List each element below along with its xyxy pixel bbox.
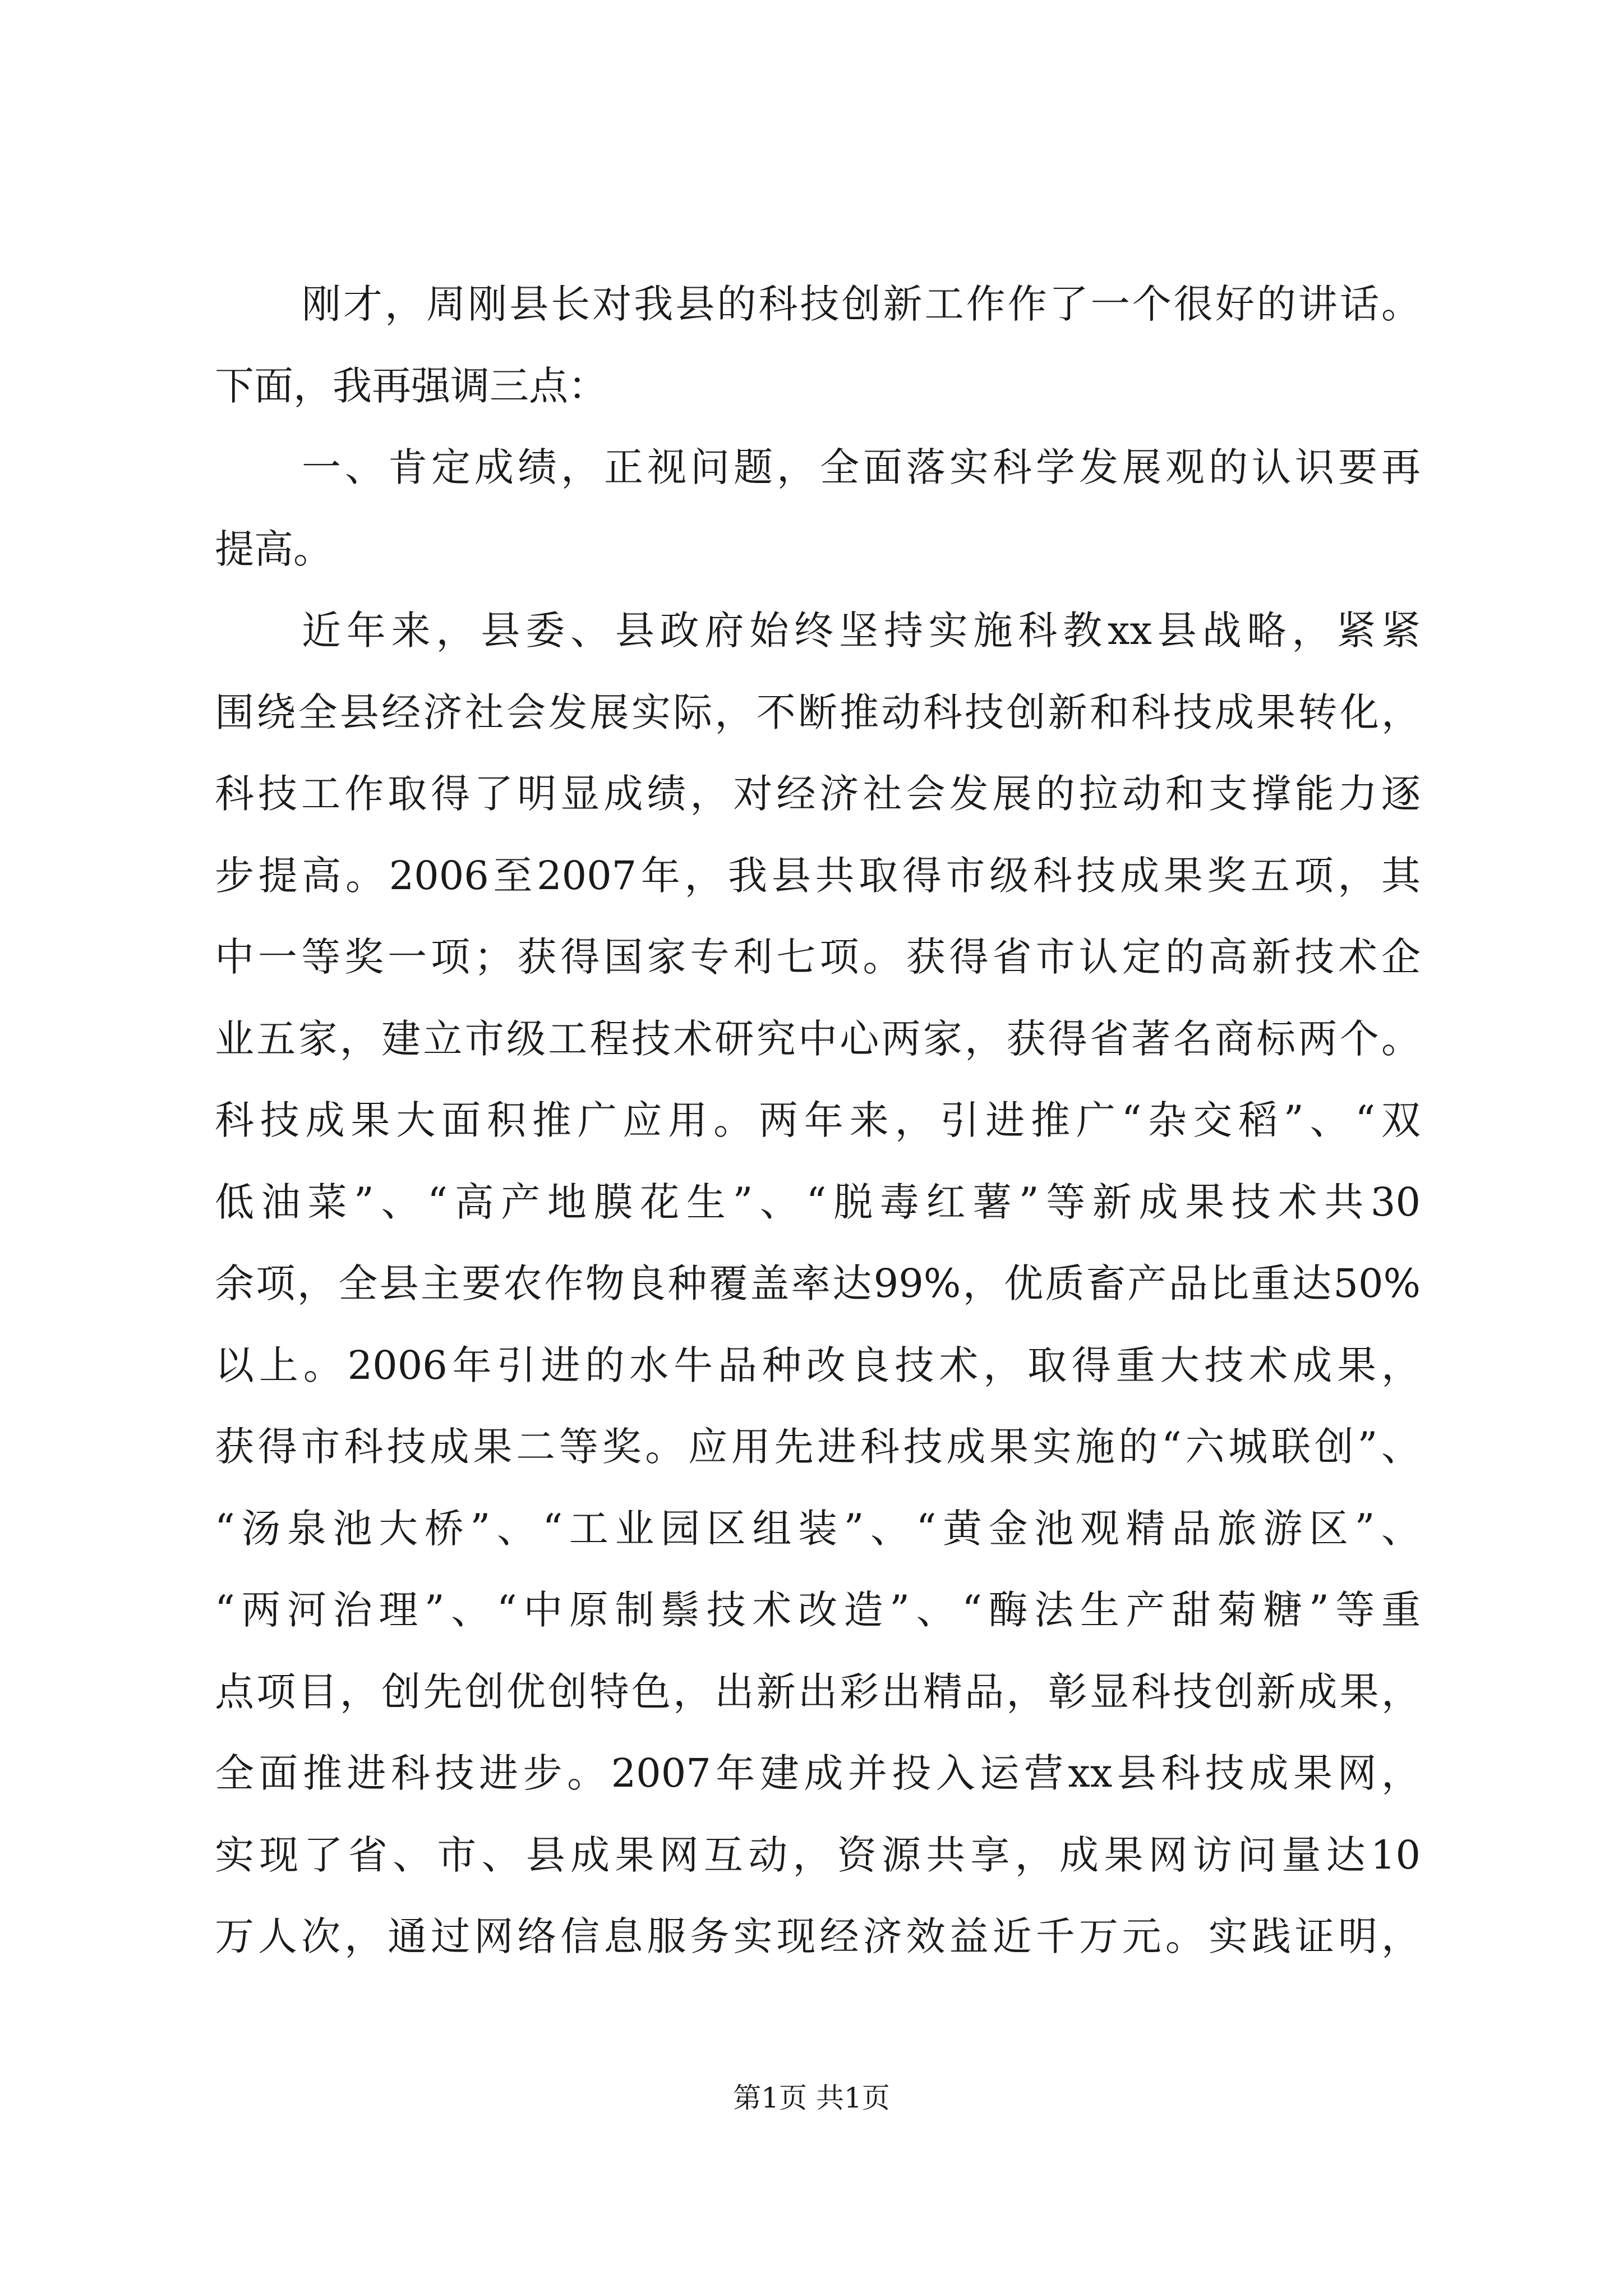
paragraph-1-line-2: 下面，我再强调三点： [215,362,607,409]
paragraph-3-line-7: 科技成果大面积推广应用。两年来，引进推广“杂交稻”、“双 [215,1097,1421,1143]
section-heading-line-2: 提高。 [215,526,333,572]
section-heading-line-1: 一、肯定成绩，正视问题，全面落实科学发展观的认识要再 [302,444,1421,490]
paragraph-3-line-14: 点项目，创先创优创特色，出新出彩出精品，彰显科技创新成果， [215,1668,1421,1715]
paragraph-3-line-15: 全面推进科技进步。2007年建成并投入运营xx县科技成果网， [215,1750,1421,1796]
paragraph-3-line-11: 获得市科技成果二等奖。应用先进科技成果实施的“六城联创”、 [215,1424,1421,1470]
paragraph-3-line-12: “汤泉池大桥”、“工业园区组装”、“黄金池观精品旅游区”、 [215,1505,1421,1552]
paragraph-3-line-1: 近年来，县委、县政府始终坚持实施科教xx县战略，紧紧 [302,608,1421,654]
paragraph-3-line-5: 中一等奖一项；获得国家专利七项。获得省市认定的高新技术企 [215,934,1421,980]
paragraph-3-line-6: 业五家，建立市级工程技术研究中心两家，获得省著名商标两个。 [215,1015,1421,1062]
paragraph-3-line-10: 以上。2006年引进的水牛品种改良技术，取得重大技术成果， [215,1342,1421,1388]
paragraph-3-line-9: 余项，全县主要农作物良种覆盖率达99%，优质畜产品比重达50% [215,1260,1421,1306]
paragraph-3-line-2: 围绕全县经济社会发展实际，不断推动科技创新和科技成果转化， [215,689,1421,735]
paragraph-3-line-13: “两河治理”、“中原制鬃技术改造”、“酶法生产甜菊糖”等重 [215,1587,1421,1633]
paragraph-3-line-3: 科技工作取得了明显成绩，对经济社会发展的拉动和支撑能力逐 [215,771,1421,817]
paragraph-3-line-17: 万人次，通过网络信息服务实现经济效益近千万元。实践证明， [215,1913,1421,1959]
document-body [215,264,1421,1978]
paragraph-3-line-4: 步提高。2006至2007年，我县共取得市级科技成果奖五项，其 [215,852,1421,899]
paragraph-3-line-8: 低油菜”、“高产地膜花生”、“脱毒红薯”等新成果技术共30 [215,1179,1421,1225]
page-footer: 第1页 共1页 [733,2082,890,2114]
paragraph-3-line-16: 实现了省、市、县成果网互动，资源共享，成果网访问量达10 [215,1832,1421,1878]
paragraph-1-line-1: 刚才，周刚县长对我县的科技创新工作作了一个很好的讲话。 [302,281,1421,327]
